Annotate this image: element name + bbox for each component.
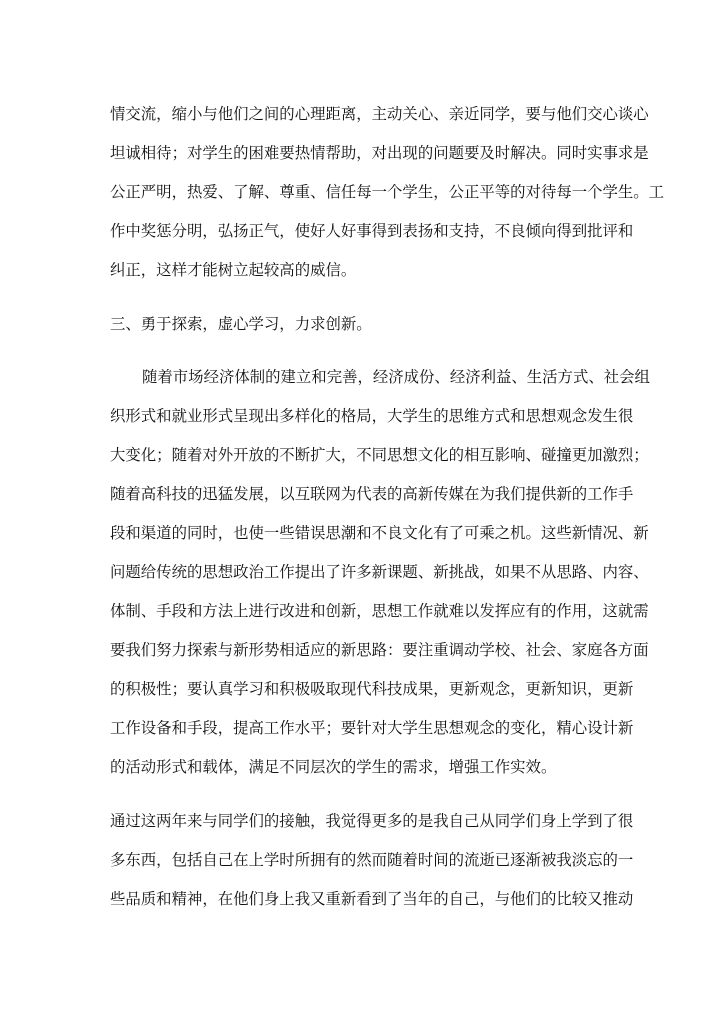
paragraph-2-line-1: 随着市场经济体制的建立和完善，经济成份、经济利益、生活方式、社会组 xyxy=(142,368,650,386)
paragraph-3-line-2: 多东西，包括自己在上学时所拥有的然而随着时间的流逝已逐渐被我淡忘的一 xyxy=(110,851,634,869)
paragraph-2-line-2: 织形式和就业形式呈现出多样化的格局，大学生的思维方式和思想观念发生很 xyxy=(110,407,634,425)
paragraph-1-line-1: 情交流，缩小与他们之间的心理距离，主动关心、亲近同学，要与他们交心谈心 xyxy=(110,105,649,123)
paragraph-1-line-5: 纠正，这样才能树立起较高的威信。 xyxy=(110,261,357,279)
section-heading: 三、勇于探索，虚心学习，力求创新。 xyxy=(110,315,372,333)
paragraph-3-line-3: 些品质和精神，在他们身上我又重新看到了当年的自己，与他们的比较又推动 xyxy=(110,890,634,908)
paragraph-1-line-3: 公正严明，热爱、了解、尊重、信任每一个学生，公正平等的对待每一个学生。工 xyxy=(110,183,665,201)
paragraph-1-line-2: 坦诚相待；对学生的困难要热情帮助，对出现的问题要及时解决。同时实事求是 xyxy=(110,144,649,162)
paragraph-2-line-9: 的积极性；要认真学习和积极吸取现代科技成果，更新观念，更新知识，更新 xyxy=(110,680,634,698)
paragraph-2-line-10: 工作设备和手段，提高工作水平；要针对大学生思想观念的变化，精心设计新 xyxy=(110,719,634,737)
paragraph-2-line-3: 大变化；随着对外开放的不断扩大，不同思想文化的相互影响、碰撞更加激烈； xyxy=(110,446,649,464)
paragraph-2-line-5: 段和渠道的同时，也使一些错误思潮和不良文化有了可乘之机。这些新情况、新 xyxy=(110,524,649,542)
paragraph-3-line-1: 通过这两年来与同学们的接触，我觉得更多的是我自己从同学们身上学到了很 xyxy=(110,812,634,830)
paragraph-2-line-7: 体制、手段和方法上进行改进和创新，思想工作就难以发挥应有的作用，这就需 xyxy=(110,602,649,620)
paragraph-1-line-4: 作中奖惩分明，弘扬正气，使好人好事得到表扬和支持，不良倾向得到批评和 xyxy=(110,222,634,240)
paragraph-2-line-6: 问题给传统的思想政治工作提出了许多新课题、新挑战，如果不从思路、内容、 xyxy=(110,563,649,581)
paragraph-2-line-11: 的活动形式和载体，满足不同层次的学生的需求，增强工作实效。 xyxy=(110,758,557,776)
paragraph-2-line-4: 随着高科技的迅猛发展，以互联网为代表的高新传媒在为我们提供新的工作手 xyxy=(110,485,634,503)
paragraph-2-line-8: 要我们努力探索与新形势相适应的新思路：要注重调动学校、社会、家庭各方面 xyxy=(110,641,649,659)
